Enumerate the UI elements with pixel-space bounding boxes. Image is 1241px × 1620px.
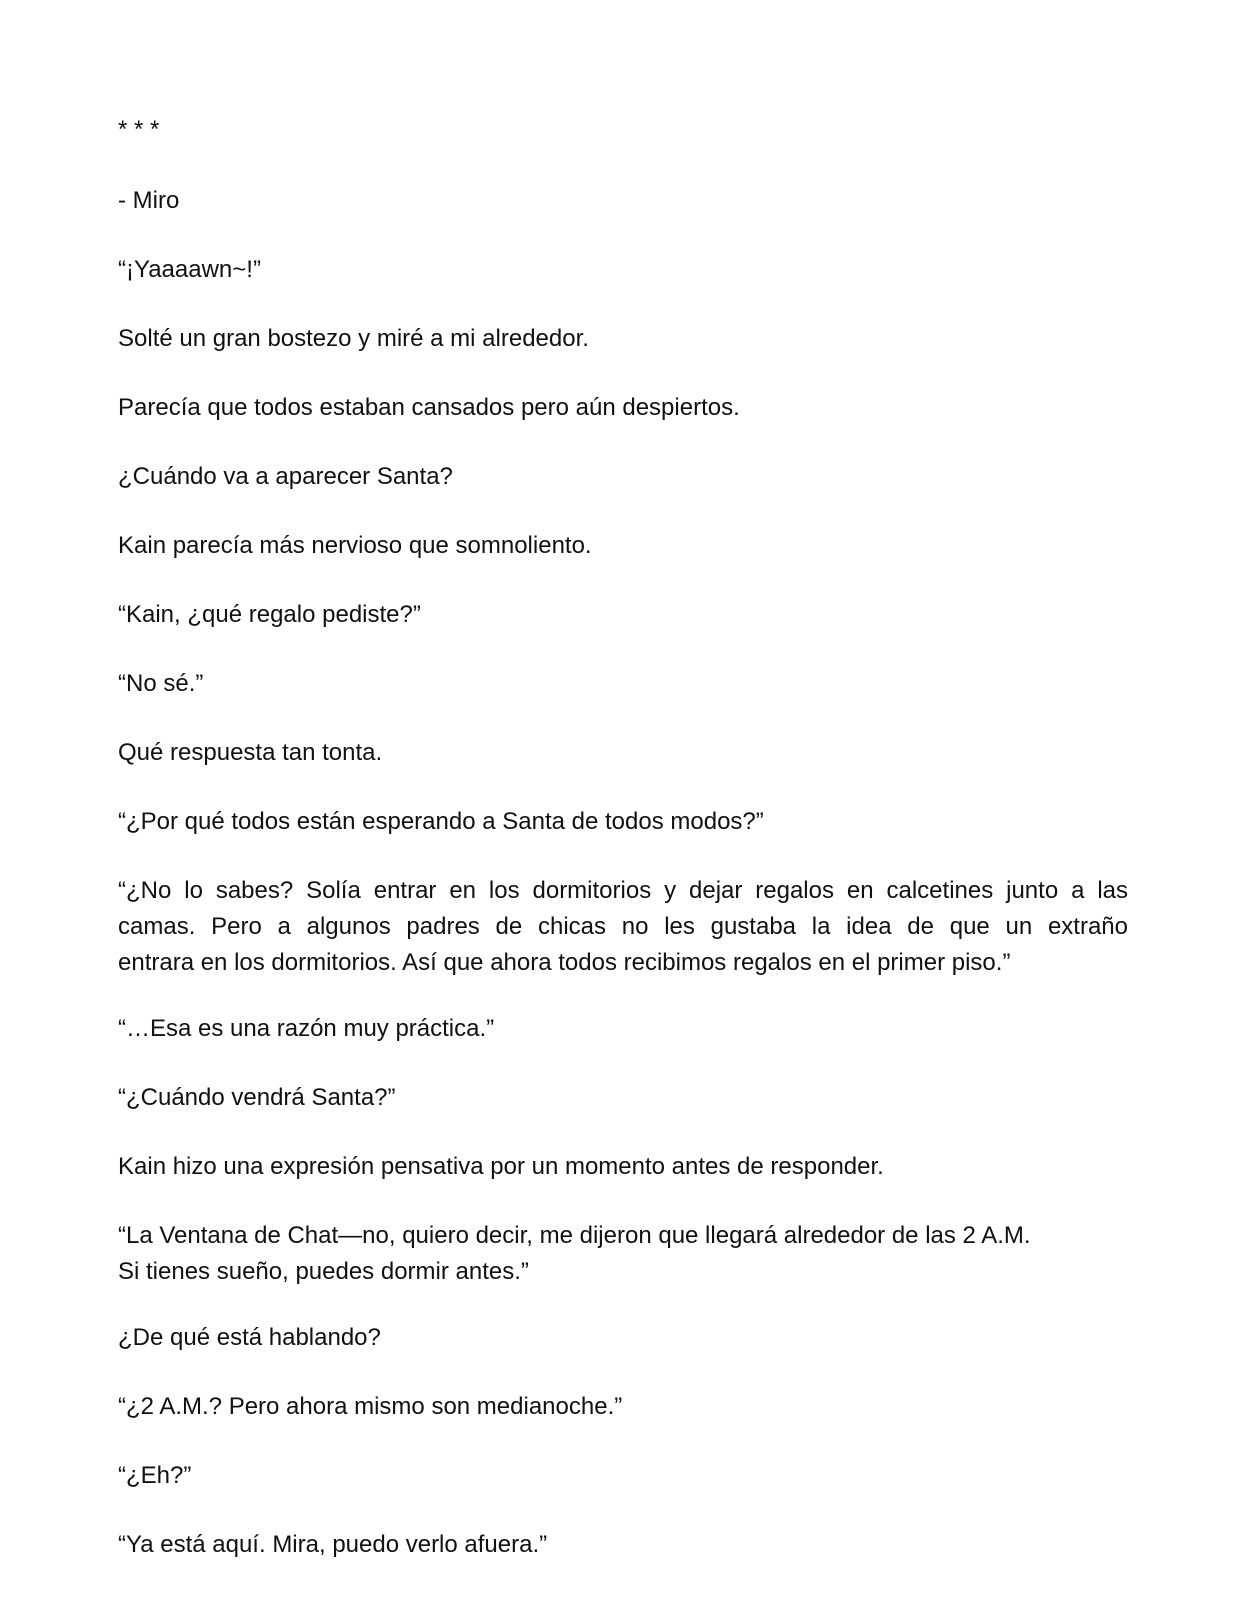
- paragraph-line: “La Ventana de Chat—no, quiero decir, me dijeron que llegará alrededor de las 2 A.M.: [118, 1222, 1031, 1249]
- paragraph-yawn: “¡Yaaaawn~!”: [118, 256, 261, 283]
- speaker-heading: - Miro: [118, 187, 180, 214]
- paragraph-line: “¿No lo sabes? Solía entrar en los dormitorios y dejar regalos en calcetines junto a las: [118, 877, 1128, 904]
- paragraph-santa-explanation: [118, 873, 1128, 981]
- paragraph-practical-reason: “…Esa es una razón muy práctica.”: [118, 1015, 495, 1042]
- paragraph-line: entrara en los dormitorios. Así que ahora todos recibimos regalos en el primer piso.”: [118, 949, 1011, 976]
- paragraph-already-here: “Ya está aquí. Mira, puedo verlo afuera.”: [118, 1531, 548, 1558]
- paragraph-line: Si tienes sueño, puedes dormir antes.”: [118, 1258, 529, 1285]
- paragraph-midnight: “¿2 A.M.? Pero ahora mismo son medianoche.”: [118, 1393, 623, 1420]
- paragraph-when-santa: ¿Cuándo va a aparecer Santa?: [118, 463, 453, 490]
- paragraph-chat-window: [118, 1218, 1128, 1290]
- paragraph-kain-pensive: Kain hizo una expresión pensativa por un momento antes de responder.: [118, 1153, 884, 1180]
- paragraph-line: camas. Pero a algunos padres de chicas no les gustaba la idea de que un extraño: [118, 913, 1128, 940]
- scene-separator: * * *: [118, 116, 160, 143]
- paragraph-everyone-tired: Parecía que todos estaban cansados pero aún despiertos.: [118, 394, 740, 421]
- paragraph-kain-nervous: Kain parecía más nervioso que somnoliento.: [118, 532, 592, 559]
- paragraph-why-waiting: “¿Por qué todos están esperando a Santa de todos modos?”: [118, 808, 764, 835]
- paragraph-eh: “¿Eh?”: [118, 1462, 192, 1489]
- paragraph-silly-answer: Qué respuesta tan tonta.: [118, 739, 383, 766]
- paragraph-what-gift: “Kain, ¿qué regalo pediste?”: [118, 601, 421, 628]
- paragraph-dont-know: “No sé.”: [118, 670, 204, 697]
- paragraph-what-is-he-saying: ¿De qué está hablando?: [118, 1324, 381, 1351]
- paragraph-yawned: Solté un gran bostezo y miré a mi alrededor.: [118, 325, 589, 352]
- paragraph-when-will-santa-come: “¿Cuándo vendrá Santa?”: [118, 1084, 396, 1111]
